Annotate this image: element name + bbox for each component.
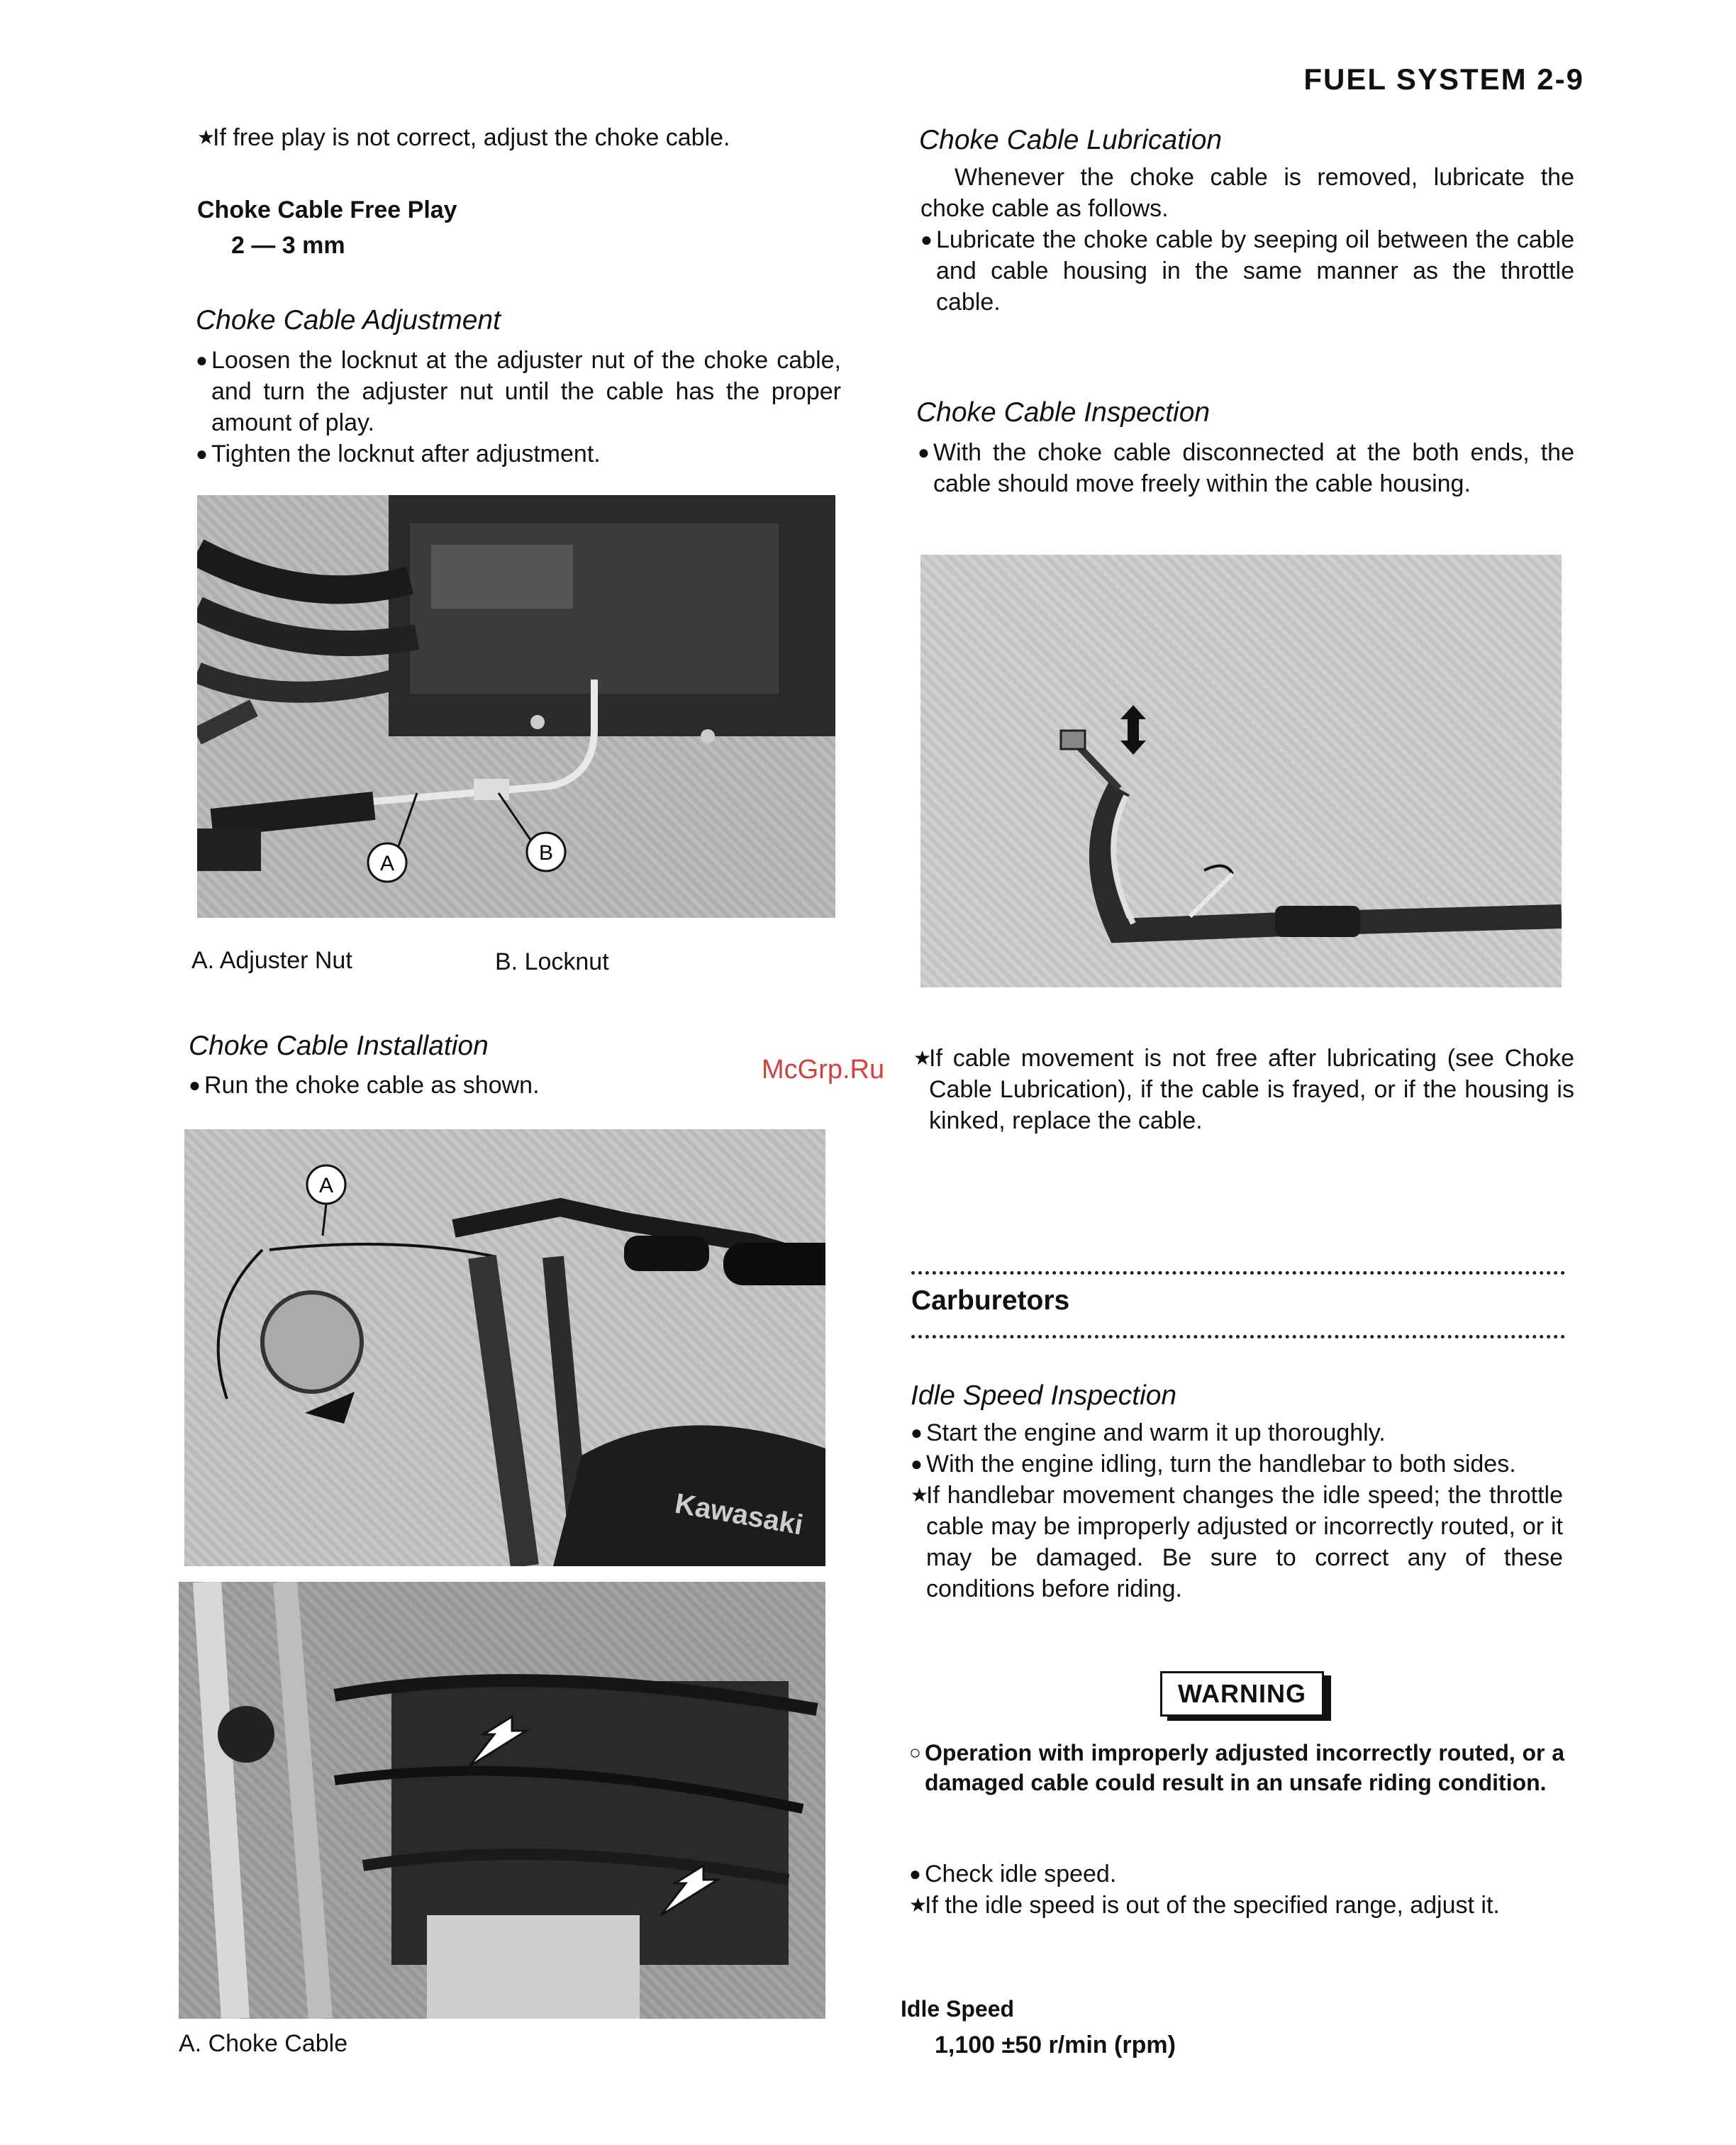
figure-routing-photo-top — [184, 1129, 825, 1566]
free-play-label: Choke Cable Free Play — [197, 196, 457, 223]
adjustment-step-2 — [196, 438, 841, 470]
idle-steps — [911, 1417, 1563, 1604]
free-play-note — [197, 122, 835, 153]
lubrication-intro: Whenever the choke cable is removed, lubricate the choke cable as follows. — [920, 164, 1574, 222]
bullet-icon: ● — [911, 1453, 923, 1475]
figure-routing-drawing-bottom — [179, 1582, 825, 2019]
bullet-icon: ● — [196, 443, 208, 465]
section-divider-bottom — [911, 1335, 1565, 1338]
circle-bullet-icon: ○ — [909, 1741, 921, 1763]
figure-cable-photo — [920, 555, 1562, 987]
bullet-icon: ● — [918, 441, 930, 463]
bullet-icon: ● — [189, 1074, 201, 1096]
star-icon: ★ — [909, 1894, 928, 1916]
adjustment-heading: Choke Cable Adjustment — [196, 305, 501, 336]
inspection-step-1 — [918, 437, 1574, 499]
idle-note-text: If handlebar movement changes the idle speed; the throttle cable may be improperly adjusted or incorrectly routed, or it may be damaged. Be sure to correct any of these conditions before riding. — [926, 1482, 1563, 1602]
idle-step-1 — [911, 1417, 1563, 1448]
watermark: McGrp.Ru — [762, 1055, 885, 1085]
bullet-icon: ● — [909, 1863, 921, 1885]
check-step-text: Check idle speed. — [925, 1861, 1117, 1888]
adjustment-step-2-text: Tighten the locknut after adjustment. — [211, 440, 601, 467]
inspection-note-text: If cable movement is not free after lubricating (see Choke Cable Lubrication), if the cable is frayed, or if the housing is kinked, replace the cable. — [929, 1045, 1574, 1134]
installation-heading: Choke Cable Installation — [189, 1031, 489, 1061]
figure-routing-drawing-top — [184, 1129, 825, 1566]
installation-step-1 — [189, 1070, 827, 1101]
lubrication-heading: Choke Cable Lubrication — [919, 125, 1223, 155]
section-divider-top — [911, 1271, 1565, 1275]
star-icon: ★ — [197, 126, 216, 148]
star-icon: ★ — [911, 1484, 929, 1506]
idle-step-1-text: Start the engine and warm it up thoroughly. — [926, 1419, 1386, 1446]
free-play-value: 2 — 3 mm — [231, 232, 345, 259]
warning-message — [909, 1738, 1564, 1797]
figure-routing-photo-bottom — [179, 1582, 825, 2019]
inspection-note — [913, 1043, 1574, 1136]
warning-message-text: Operation with improperly adjusted incorrectly routed, or a damaged cable could result in an unsafe riding condition. — [925, 1740, 1564, 1795]
bullet-icon: ● — [911, 1421, 923, 1443]
inspection-heading: Choke Cable Inspection — [916, 397, 1211, 428]
adjustment-step-1 — [196, 345, 841, 438]
inspection-step-1-text: With the choke cable disconnected at the both ends, the cable should move freely within the cable housing. — [933, 439, 1574, 497]
idle-note — [911, 1480, 1563, 1604]
check-step — [909, 1858, 1564, 1890]
check-note-text: If the idle speed is out of the specified range, adjust it. — [925, 1892, 1500, 1919]
idle-speed-value: 1,100 ±50 r/min (rpm) — [935, 2032, 1176, 2058]
figure-adjuster-drawing — [197, 495, 835, 918]
page-header: FUEL SYSTEM 2-9 — [1303, 62, 1584, 96]
check-steps — [909, 1858, 1564, 1921]
figure1-callout-b: B — [538, 841, 554, 865]
bullet-icon: ● — [920, 228, 933, 250]
adjustment-steps — [196, 345, 841, 470]
figure3-badge-text: Kawasaki — [672, 1487, 806, 1541]
free-play-note-text: If free play is not correct, adjust the choke cable. — [213, 124, 730, 151]
figure1-caption-a: A. Adjuster Nut — [191, 947, 352, 974]
adjustment-step-1-text: Loosen the locknut at the adjuster nut of the choke cable, and turn the adjuster nut until the cable has the proper amount of play. — [211, 347, 841, 436]
idle-step-2-text: With the engine idling, turn the handlebar to both sides. — [926, 1451, 1516, 1478]
check-note — [909, 1890, 1564, 1921]
idle-speed-label: Idle Speed — [901, 1996, 1015, 2022]
figure3-callout-a: A — [318, 1174, 334, 1197]
idle-heading: Idle Speed Inspection — [911, 1380, 1177, 1411]
bullet-icon: ● — [196, 349, 208, 371]
installation-step-1-text: Run the choke cable as shown. — [204, 1072, 540, 1099]
figure1-callout-a: A — [379, 852, 395, 875]
lubrication-step-1-text: Lubricate the choke cable by seeping oil between the cable and cable housing in the same manner as the throttle cable. — [936, 226, 1574, 316]
figure-adjuster-photo — [197, 495, 835, 918]
warning-label: WARNING — [1160, 1671, 1324, 1717]
star-icon: ★ — [913, 1047, 932, 1069]
lubrication-step-1 — [920, 224, 1574, 318]
idle-step-2 — [911, 1448, 1563, 1480]
figure1-caption-b: B. Locknut — [495, 948, 609, 975]
carburetors-title: Carburetors — [911, 1285, 1070, 1316]
figure3-caption: A. Choke Cable — [179, 2030, 348, 2057]
figure-cable-drawing — [920, 555, 1562, 987]
